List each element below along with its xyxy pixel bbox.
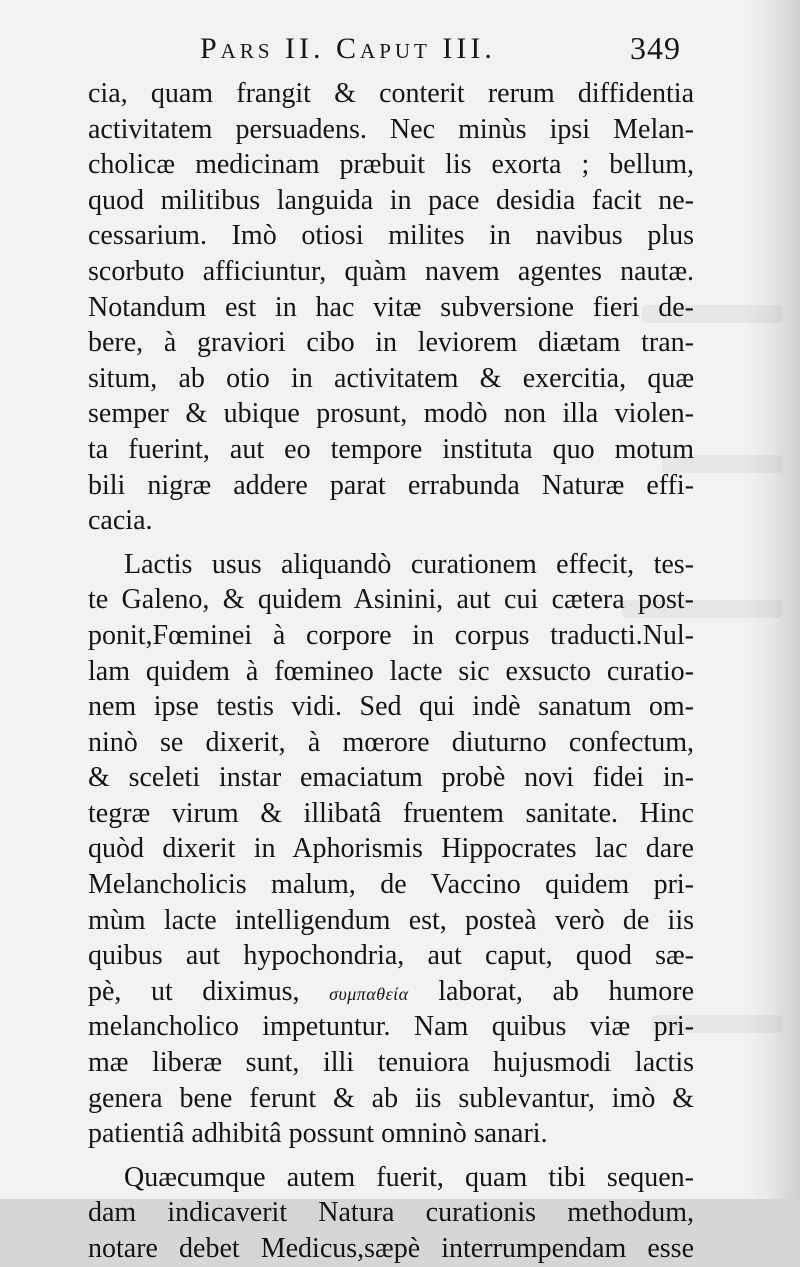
paragraph bbox=[88, 547, 694, 1152]
text-line: mæ liberæ sunt, illi tenuiora hujusmodi lactis bbox=[88, 1047, 694, 1079]
paragraph bbox=[88, 1160, 694, 1267]
text-line: activitatem persuadens. Nec minùs ipsi Melan- bbox=[88, 113, 694, 145]
text-line: ta fuerint, aut eo tempore instituta quo motum bbox=[88, 433, 694, 465]
text-line: cacia. bbox=[88, 505, 153, 537]
text-line: quibus aut hypochondria, aut caput, quod sæ- bbox=[88, 940, 694, 972]
paragraph bbox=[88, 76, 694, 539]
text-line: dam indicaverit Natura curationis methodum, bbox=[88, 1197, 694, 1229]
text-line: situm, ab otio in activitatem & exercitia, quæ bbox=[88, 362, 694, 394]
running-title: Pars II. Caput III. bbox=[200, 32, 496, 65]
text-line: quod militibus languida in pace desidia facit ne- bbox=[88, 184, 694, 216]
text-line: cia, quam frangit & conterit rerum diffidentia bbox=[88, 78, 694, 109]
text-line: lam quidem à fœmineo lacte sic exsucto curatio- bbox=[88, 655, 694, 687]
text-line: mùm lacte intelligendum est, posteà verò de iis bbox=[88, 904, 694, 936]
text-line: te Galeno, & quidem Asinini, aut cui cætera post- bbox=[88, 584, 694, 616]
text-line: ponit,Fœminei à corpore in corpus traducti.Nul- bbox=[88, 619, 694, 651]
text-line: bere, à graviori cibo in leviorem diætam tran- bbox=[88, 327, 694, 359]
text-line: melancholico impetuntur. Nam quibus viæ pri- bbox=[88, 1011, 694, 1043]
body-text bbox=[88, 76, 694, 1267]
text-line: cessarium. Imò otiosi milites in navibus plus bbox=[88, 220, 694, 252]
text-line: semper & ubique prosunt, modò non illa violen- bbox=[88, 398, 694, 430]
text-line: Quæcumque autem fuerit, quam tibi sequen- bbox=[124, 1161, 694, 1193]
greek-word: συμπαθεία bbox=[329, 983, 409, 1004]
text-line: Melancholicis malum, de Vaccino quidem pri- bbox=[88, 869, 694, 901]
text-line: notare debet Medicus,sæpè interrumpendam esse bbox=[88, 1233, 694, 1264]
text-line: patientiâ adhibitâ possunt omninò sanari. bbox=[88, 1118, 548, 1150]
text-line: bili nigræ addere parat errabunda Naturæ effi- bbox=[88, 469, 694, 501]
text-segment: laborat, ab humore bbox=[408, 975, 694, 1007]
text-line: nem ipse testis vidi. Sed qui indè sanatum om- bbox=[88, 691, 694, 723]
text-line: Notandum est in hac vitæ subversione fieri de- bbox=[88, 291, 694, 323]
text-line: & sceleti instar emaciatum probè novi fidei in- bbox=[88, 762, 694, 794]
text-line: quòd dixerit in Aphorismis Hippocrates lac dare bbox=[88, 833, 694, 865]
text-line: tegræ virum & illibatâ fruentem sanitate. Hinc bbox=[88, 797, 694, 829]
text-line: scorbuto afficiuntur, quàm navem agentes nautæ. bbox=[88, 255, 694, 287]
text-line: ninò se dixerit, à mœrore diuturno confectum, bbox=[88, 726, 694, 758]
text-segment: pè, ut diximus, bbox=[88, 975, 330, 1007]
text-line: Lactis usus aliquandò curationem effecit, tes- bbox=[124, 548, 694, 580]
text-line-with-greek bbox=[88, 974, 694, 1010]
running-header bbox=[200, 28, 700, 74]
page-number: 349 bbox=[630, 30, 681, 66]
text-line: genera bene ferunt & ab iis sublevantur, imò & bbox=[88, 1082, 694, 1114]
text-line: cholicæ medicinam præbuit lis exorta ; bellum, bbox=[88, 149, 694, 181]
